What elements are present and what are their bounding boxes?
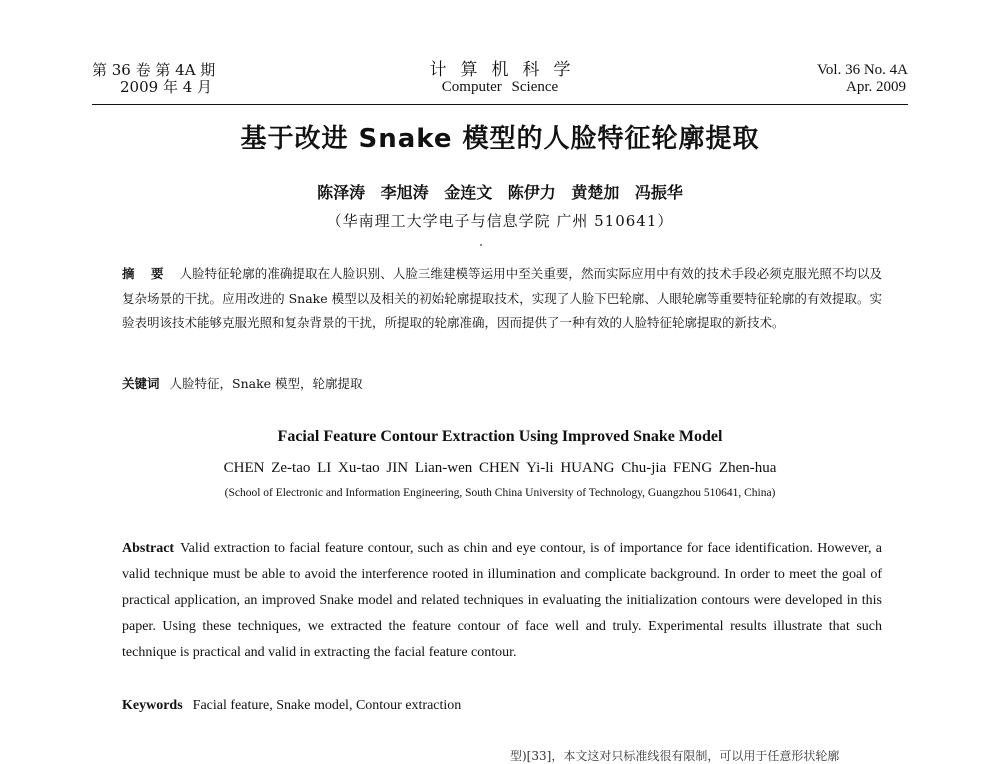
publication-date-en: Apr. 2009 [846,79,906,95]
keywords-en-text: Facial feature, Snake model, Contour extraction [192,698,462,713]
authors-en: CHEN Ze-tao LI Xu-tao JIN Lian-wen CHEN Yi-li HUANG Chu-jia FENG Zhen-hua [223,460,777,476]
publication-date-zh: 2009 年 4 月 [120,78,213,96]
keywords-zh-label: 关键词 [122,376,160,391]
abstract-en-label: Abstract [122,541,175,556]
journal-name-en: Computer Science [441,79,559,95]
separator-dot [480,244,482,246]
paper-title-zh: 基于改进 Snake 模型的人脸特征轮廓提取 [240,124,760,154]
affiliation-en: (School of Electronic and Information Engineering, South China University of Technology, Guangzhou 510641, China) [224,487,776,499]
abstract-en [122,536,882,666]
affiliation-zh: （华南理工大学电子与信息学院 广州 510641） [326,212,674,230]
journal-header [92,62,908,105]
keywords-zh [122,372,882,396]
journal-name-zh: 计算机科学 [429,60,585,80]
authors-zh: 陈泽涛 李旭涛 金连文 陈伊力 黄楚加 冯振华 [317,183,683,202]
cut-off-body-text: 型)[33]，本文这对只标准线很有限制，可以用于任意形状轮廓 [510,750,840,763]
volume-issue-en: Vol. 36 No. 4A [817,62,908,78]
abstract-zh-label: 摘 要 [122,266,170,281]
abstract-zh-text: 人脸特征轮廓的准确提取在人脸识别、人脸三维建模等运用中至关重要，然而实际应用中有效的技术手段必须克服光照不均以及复杂场景的干扰。应用改进的 Snake 模型以及相关的初始轮廓提取技术，实现了人脸下巴轮廓、人眼轮廓等重要特征轮廓的有效提取。实验表明该技术能够克服光照和复杂背景的干扰，所提取的轮廓准确，因而提供了一种有效的人脸特征轮廓提取的新技术。 [122,266,882,330]
paper-title-en: Facial Feature Contour Extraction Using Improved Snake Model [277,428,723,445]
keywords-zh-text: 人脸特征，Snake 模型，轮廓提取 [169,376,363,391]
abstract-zh [122,262,882,336]
keywords-en-label: Keywords [122,698,183,713]
abstract-en-text: Valid extraction to facial feature contour, such as chin and eye contour, is of importance for face identification. However, a valid technique must be able to avoid the interference rooted in illumination and complicate background. In order to meet the goal of practical application, an improved Snake model and related techniques in evaluating the initialization contours were developed in this paper. Using these techniques, we extracted the feature contour of face well and truly. Experimental results illustrate that such technique is practical and valid in extracting the facial feature contour. [122,541,882,660]
keywords-en [122,694,882,718]
issue-info-en [817,62,908,96]
journal-name [92,62,908,96]
volume-issue: 第 36 卷 第 4A 期 [92,61,216,79]
